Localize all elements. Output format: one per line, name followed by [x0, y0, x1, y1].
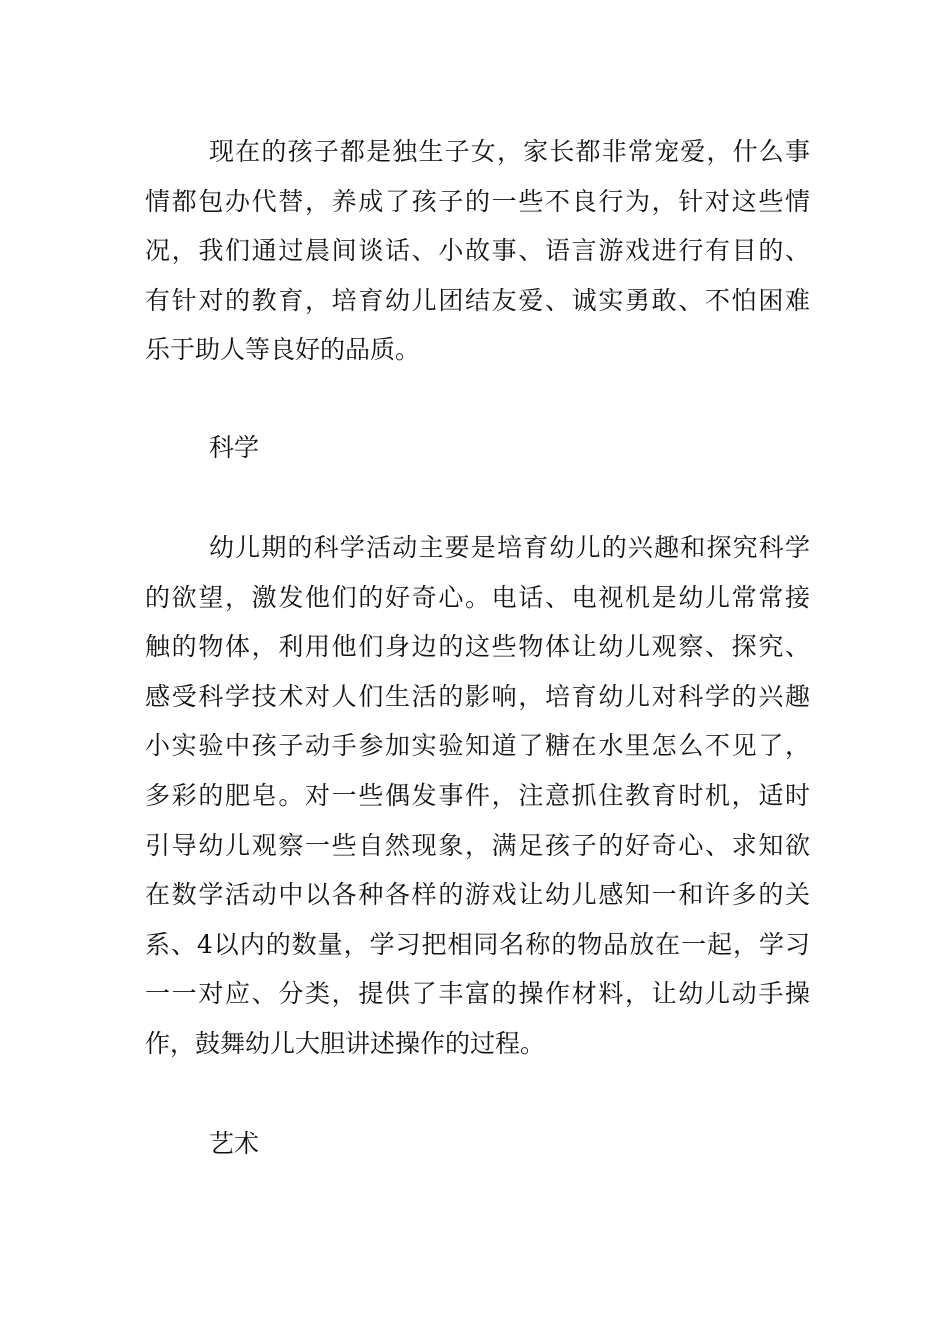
paragraph-line: 系、4以内的数量，学习把相同名称的物品放在一起，学习 [145, 929, 810, 959]
paragraph-line: 小实验中孩子动手参加实验知道了糖在水里怎么不见了， [145, 731, 810, 761]
paragraph-line: 一一对应、分类，提供了丰富的操作材料，让幼儿动手操 [145, 979, 810, 1009]
paragraph-line: 引导幼儿观察一些自然现象，满足孩子的好奇心、求知欲 [145, 830, 810, 860]
paragraph-line: 的欲望，激发他们的好奇心。电话、电视机是幼儿常常接 [145, 582, 810, 612]
paragraph-line: 幼儿期的科学活动主要是培育幼儿的兴趣和探究科学 [209, 533, 810, 562]
section-heading-science: 科学 [209, 433, 260, 462]
paragraph-science [145, 523, 810, 1069]
paragraph-line: 况，我们通过晨间谈话、小故事、语言游戏进行有目的、 [145, 236, 810, 266]
paragraph-line: 触的物体，利用他们身边的这些物体让幼儿观察、探究、 [145, 632, 810, 662]
paragraph-line: 作，鼓舞幼儿大胆讲述操作的过程。 [145, 1028, 546, 1058]
paragraph-line: 多彩的肥皂。对一些偶发事件，注意抓住教育时机，适时 [145, 780, 810, 810]
paragraph-line: 现在的孩子都是独生子女，家长都非常宠爱，什么事 [209, 137, 810, 166]
paragraph-line: 情都包办代替，养成了孩子的一些不良行为，针对这些情 [145, 186, 810, 216]
section-heading-art: 艺术 [209, 1129, 260, 1158]
paragraph-line: 感受科学技术对人们生活的影响，培育幼儿对科学的兴趣 [145, 681, 810, 711]
paragraph-line: 乐于助人等良好的品质。 [145, 335, 421, 365]
paragraph-line: 在数学活动中以各种各样的游戏让幼儿感知一和许多的关 [145, 880, 810, 910]
paragraph-parenting [145, 127, 810, 375]
paragraph-line: 有针对的教育，培育幼儿团结友爱、诚实勇敢、不怕困难 [145, 285, 810, 315]
